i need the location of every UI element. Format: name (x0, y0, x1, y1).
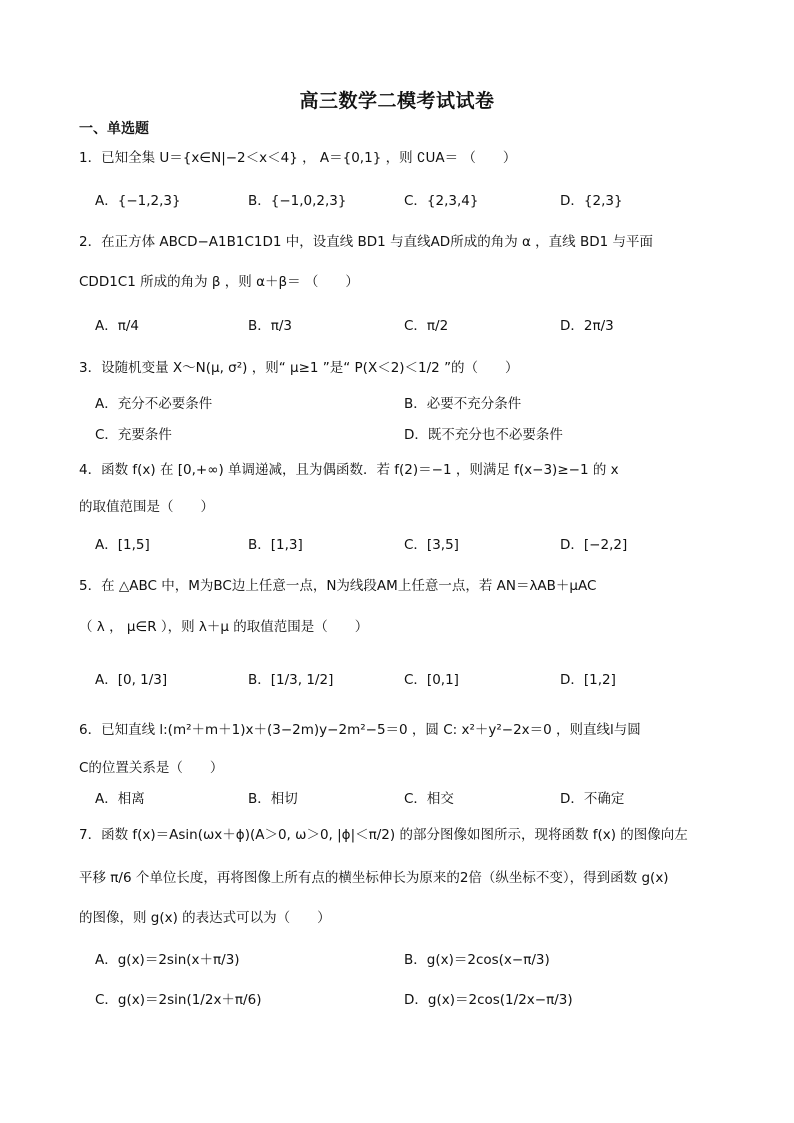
q2-option-d: D．2π/3 (560, 318, 614, 334)
question-1-text: 1．已知全集 U＝{x∈N|−2＜x＜4} ， A＝{0,1} ，则 ∁UA＝ （ ） (79, 150, 517, 166)
q3-option-c: C．充要条件 (95, 427, 172, 443)
q5-option-c: C．[0,1] (404, 672, 459, 688)
question-7-line-2: 平移 π/6 个单位长度，再将图像上所有点的横坐标伸长为原来的2倍（纵坐标不变），得到函数 g(x) (79, 870, 669, 886)
q4-option-c: C．[3,5] (404, 537, 459, 553)
q6-option-d: D．不确定 (560, 791, 625, 807)
q4-option-a: A．[1,5] (95, 537, 150, 553)
question-7-line-1: 7．函数 f(x)＝Asin(ωx＋ϕ)(A＞0, ω＞0, |ϕ|＜π/2) 的部分图像如图所示，现将函数 f(x) 的图像向左 (79, 827, 688, 843)
q5-option-a: A．[0, 1/3] (95, 672, 168, 688)
question-5-line-2: （ λ ， μ∈R ），则 λ＋μ 的取值范围是（ ） (79, 619, 369, 635)
question-3-text: 3．设随机变量 X～N(μ, σ²) ，则“ μ≥1 ”是“ P(X＜2)＜1/2 ”的（ ） (79, 360, 519, 376)
q1-option-c: C．{2,3,4} (404, 193, 479, 209)
q1-option-a: A．{−1,2,3} (95, 193, 181, 209)
q7-option-d: D．g(x)＝2cos(1/2x−π/3) (404, 992, 573, 1008)
q5-option-d: D．[1,2] (560, 672, 616, 688)
q3-option-b: B．必要不充分条件 (404, 396, 522, 412)
question-4-line-1: 4．函数 f(x) 在 [0,+∞) 单调递减，且为偶函数．若 f(2)＝−1 ，则满足 f(x−3)≥−1 的 x (79, 462, 619, 478)
q2-option-c: C．π/2 (404, 318, 449, 334)
section-heading: 一、单选题 (79, 121, 149, 137)
q7-option-b: B．g(x)＝2cos(x−π/3) (404, 952, 550, 968)
q4-option-d: D．[−2,2] (560, 537, 628, 553)
q6-option-a: A．相离 (95, 791, 145, 807)
page-title: 高三数学二模考试试卷 (299, 90, 495, 112)
q1-option-b: B．{−1,0,2,3} (248, 193, 347, 209)
q1-option-d: D．{2,3} (560, 193, 623, 209)
q3-option-a: A．充分不必要条件 (95, 396, 213, 412)
question-7-line-3: 的图像，则 g(x) 的表达式可以为（ ） (79, 910, 331, 926)
q4-option-b: B．[1,3] (248, 537, 303, 553)
q7-option-a: A．g(x)＝2sin(x＋π/3) (95, 952, 240, 968)
question-2-line-2: CDD1C1 所成的角为 β ，则 α＋β＝ （ ） (79, 274, 359, 290)
q6-option-c: C．相交 (404, 791, 454, 807)
q2-option-b: B．π/3 (248, 318, 293, 334)
q5-option-b: B．[1/3, 1/2] (248, 672, 334, 688)
question-6-line-2: C的位置关系是（ ） (79, 760, 224, 776)
question-2-line-1: 2．在正方体 ABCD−A1B1C1D1 中，设直线 BD1 与直线AD所成的角为 α ，直线 BD1 与平面 (79, 234, 654, 250)
question-6-line-1: 6．已知直线 l:(m²＋m＋1)x＋(3−2m)y−2m²−5＝0 ，圆 C: x²＋y²−2x＝0 ，则直线l与圆 (79, 722, 641, 738)
q7-option-c: C．g(x)＝2sin(1/2x＋π/6) (95, 992, 262, 1008)
question-5-line-1: 5．在 △ABC 中，M为BC边上任意一点，N为线段AM上任意一点，若 AN＝λAB＋μAC (79, 578, 597, 594)
q2-option-a: A．π/4 (95, 318, 140, 334)
q6-option-b: B．相切 (248, 791, 298, 807)
q3-option-d: D．既不充分也不必要条件 (404, 427, 563, 443)
question-4-line-2: 的取值范围是（ ） (79, 499, 214, 515)
